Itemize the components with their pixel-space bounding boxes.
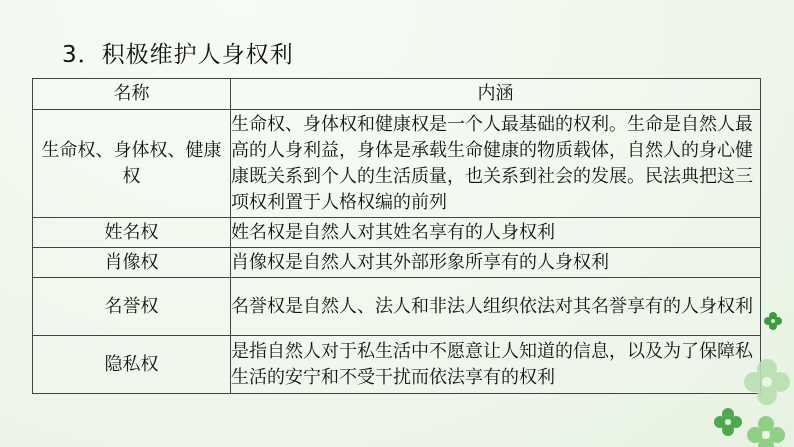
rights-table (32, 78, 761, 394)
row-name: 姓名权 (33, 218, 231, 248)
row-name: 肖像权 (33, 248, 231, 278)
clover-corner-icon (706, 400, 794, 447)
row-desc: 肖像权是自然人对其外部形象所享有的人身权利 (231, 248, 761, 278)
table-row (33, 336, 761, 394)
table-header-row (33, 79, 761, 110)
row-desc: 是指自然人对于私生活中不愿意让人知道的信息，以及为了保障私生活的安宁和不受干扰而依法享有的权利 (231, 336, 761, 394)
table-row (33, 218, 761, 248)
row-name: 生命权、身体权、健康权 (33, 110, 231, 218)
row-name: 隐私权 (33, 336, 231, 394)
table-row (33, 110, 761, 218)
header-name: 名称 (33, 79, 231, 110)
table-row (33, 278, 761, 336)
clover-small-icon (762, 310, 784, 332)
row-desc: 姓名权是自然人对其姓名享有的人身权利 (231, 218, 761, 248)
row-name: 名誉权 (33, 278, 231, 336)
section-title: 3．积极维护人身权利 (62, 42, 294, 68)
row-desc: 生命权、身体权和健康权是一个人最基础的权利。生命是自然人最高的人身利益，身体是承载生命健康的物质载体，自然人的身心健康既关系到个人的生活质量，也关系到社会的发展。民法典把这三项权利置于人格权编的前列 (231, 110, 761, 218)
row-desc: 名誉权是自然人、法人和非法人组织依法对其名誉享有的人身权利 (231, 278, 761, 336)
table-row (33, 248, 761, 278)
header-meaning: 内涵 (231, 79, 761, 110)
